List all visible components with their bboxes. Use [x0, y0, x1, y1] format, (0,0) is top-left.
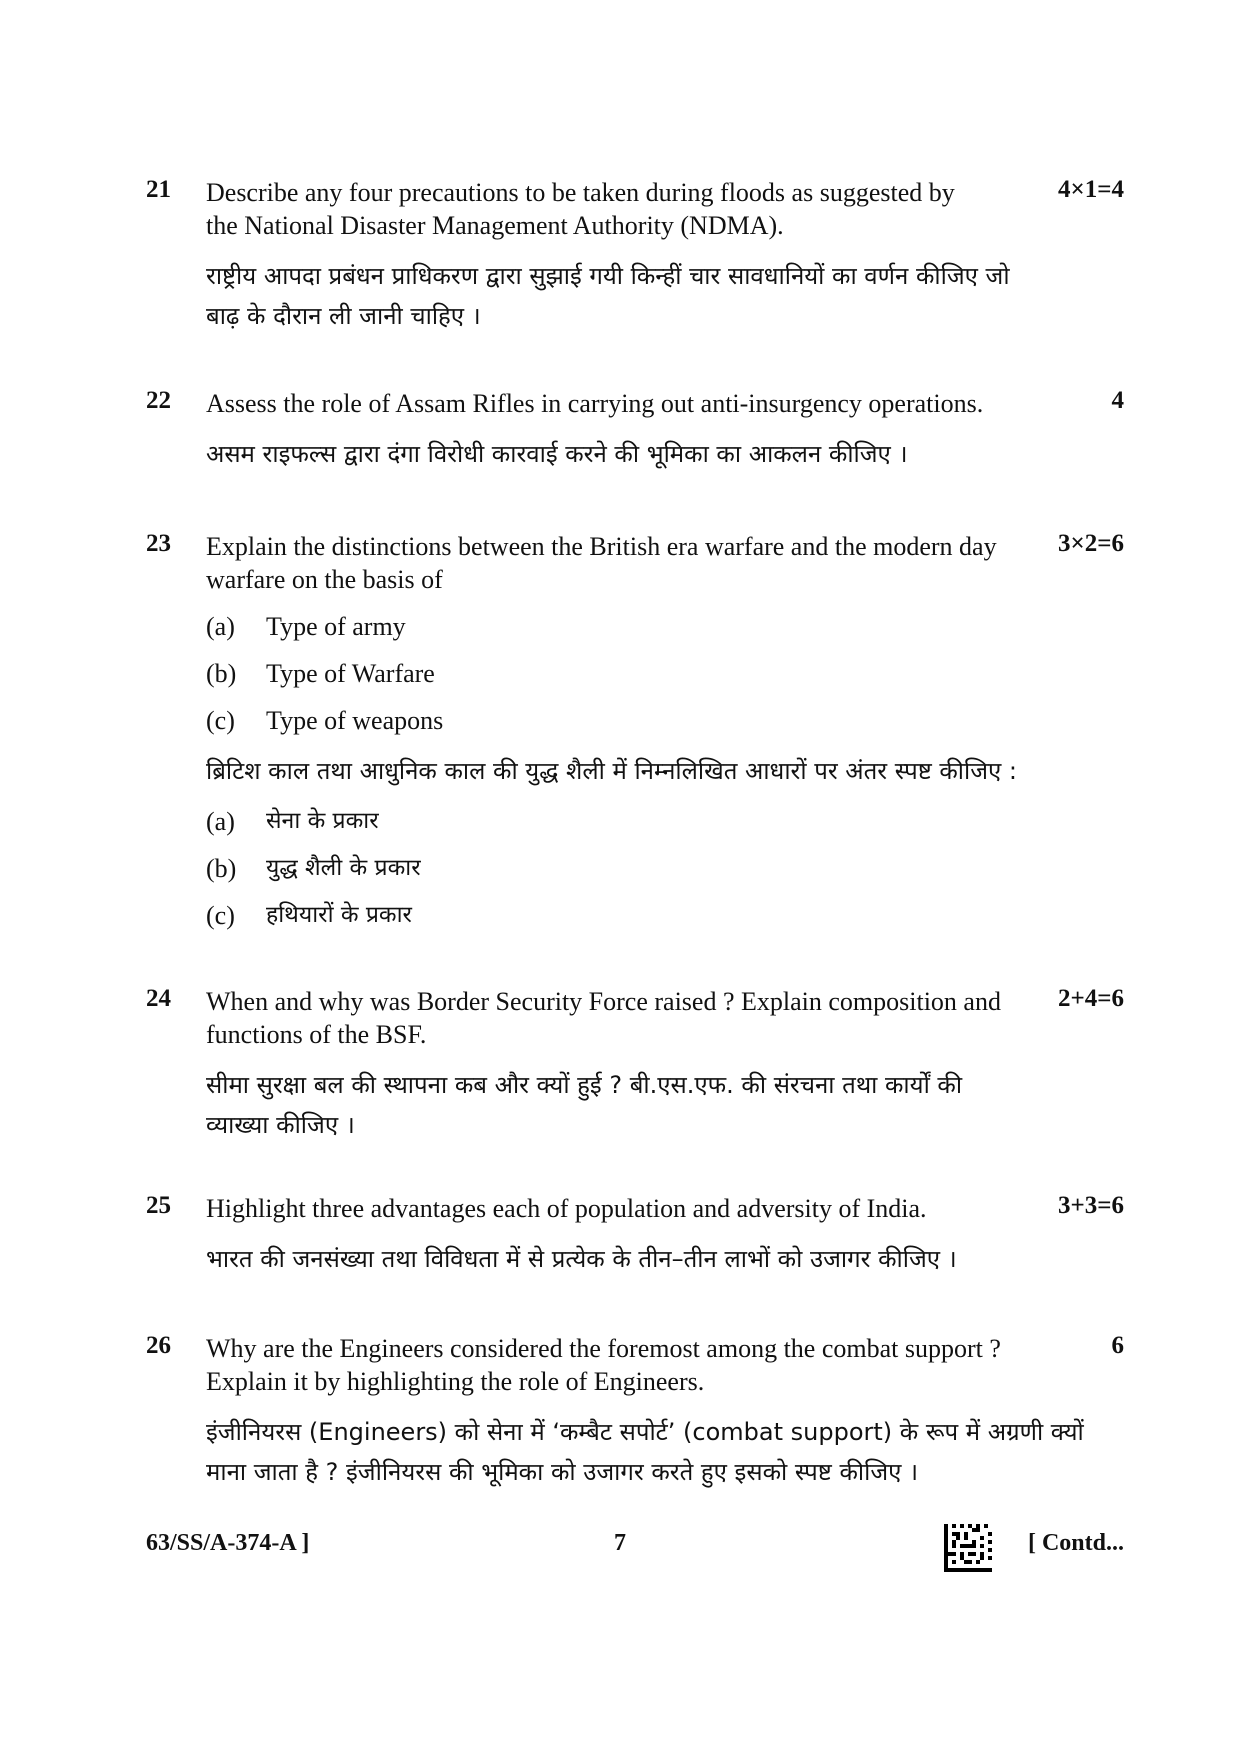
- option-c: [206, 704, 1124, 737]
- question-text-english: Assess the role of Assam Rifles in carrying out anti-insurgency operations.: [206, 389, 984, 418]
- question-24: [146, 985, 1124, 1145]
- qr-code-icon: [944, 1524, 992, 1572]
- question-number: 23: [146, 530, 171, 557]
- option-label: (c): [206, 706, 235, 735]
- question-marks: 4×1=4: [1058, 176, 1124, 203]
- option-text: हथियारों के प्रकार: [266, 902, 412, 928]
- option-c-hindi: [206, 899, 1124, 932]
- option-label: (b): [206, 854, 237, 883]
- option-text: Type of Warfare: [266, 659, 435, 688]
- question-25: [146, 1192, 1124, 1279]
- question-text-english: When and why was Border Security Force raised ? Explain composition and functions of the BSF.: [206, 987, 1001, 1049]
- question-text-hindi: राष्ट्रीय आपदा प्रबंधन प्राधिकरण द्वारा सुझाई गयी किन्हीं चार सावधानियों का वर्णन कीजिए जो बाढ़ के दौरान ली जानी चाहिए ।: [206, 262, 1010, 330]
- question-22: [146, 387, 1124, 474]
- question-text-hindi: ब्रिटिश काल तथा आधुनिक काल की युद्ध शैली में निम्नलिखित आधारों पर अंतर स्पष्ट कीजिए :: [206, 757, 1018, 785]
- question-text-hindi: असम राइफल्स द्वारा दंगा विरोधी कारवाई करने की भूमिका का आकलन कीजिए ।: [206, 440, 908, 468]
- question-26: [146, 1332, 1124, 1492]
- question-marks: 4: [1111, 387, 1124, 414]
- question-text-hindi: इंजीनियरस (Engineers) को सेना में ‘कम्बैट सपोर्ट’ (combat support) के रूप में अग्रणी क्यों माना जाता है ? इंजीनियरस की भूमिका को उजागर करते हुए इसको स्पष्ट कीजिए ।: [206, 1418, 1084, 1486]
- option-label: (a): [206, 612, 235, 641]
- option-text: सेना के प्रकार: [266, 808, 379, 834]
- option-a-hindi: [206, 805, 1124, 838]
- question-marks: 3×2=6: [1058, 530, 1124, 557]
- question-text-hindi: भारत की जनसंख्या तथा विविधता में से प्रत्येक के तीन–तीन लाभों को उजागर कीजिए ।: [206, 1245, 957, 1273]
- question-text-english: Explain the distinctions between the British era warfare and the modern day warfare on the basis of: [206, 532, 997, 594]
- page-footer: [146, 1530, 1124, 1580]
- option-text: Type of weapons: [266, 706, 444, 735]
- question-marks: 2+4=6: [1058, 985, 1124, 1012]
- option-b-hindi: [206, 852, 1124, 885]
- page-number: 7: [614, 1530, 626, 1556]
- question-text-hindi: सीमा सुरक्षा बल की स्थापना कब और क्यों हुई ? बी.एस.एफ. की संरचना तथा कार्यों की व्याख्या कीजिए ।: [206, 1071, 963, 1139]
- option-label: (a): [206, 807, 235, 836]
- option-label: (b): [206, 659, 237, 688]
- question-text-english: Highlight three advantages each of population and adversity of India.: [206, 1194, 927, 1223]
- question-23: [146, 530, 1124, 932]
- question-number: 26: [146, 1332, 171, 1359]
- question-text-english: Why are the Engineers considered the foremost among the combat support ? Explain it by highlighting the role of Engineers.: [206, 1334, 1001, 1396]
- continued-label: [ Contd...: [1027, 1530, 1124, 1556]
- question-21: [146, 176, 1124, 336]
- paper-code: 63/SS/A-374-A ]: [146, 1530, 310, 1556]
- option-text: Type of army: [266, 612, 406, 641]
- question-marks: 3+3=6: [1058, 1192, 1124, 1219]
- option-label: (c): [206, 901, 235, 930]
- question-number: 22: [146, 387, 171, 414]
- option-a: [206, 610, 1124, 643]
- option-text: युद्ध शैली के प्रकार: [266, 855, 421, 881]
- question-marks: 6: [1111, 1332, 1124, 1359]
- question-number: 21: [146, 176, 171, 203]
- question-number: 25: [146, 1192, 171, 1219]
- question-text-english: Describe any four precautions to be taken during floods as suggested by the National Disaster Management Authority (NDMA).: [206, 178, 955, 240]
- option-b: [206, 657, 1124, 690]
- question-number: 24: [146, 985, 171, 1012]
